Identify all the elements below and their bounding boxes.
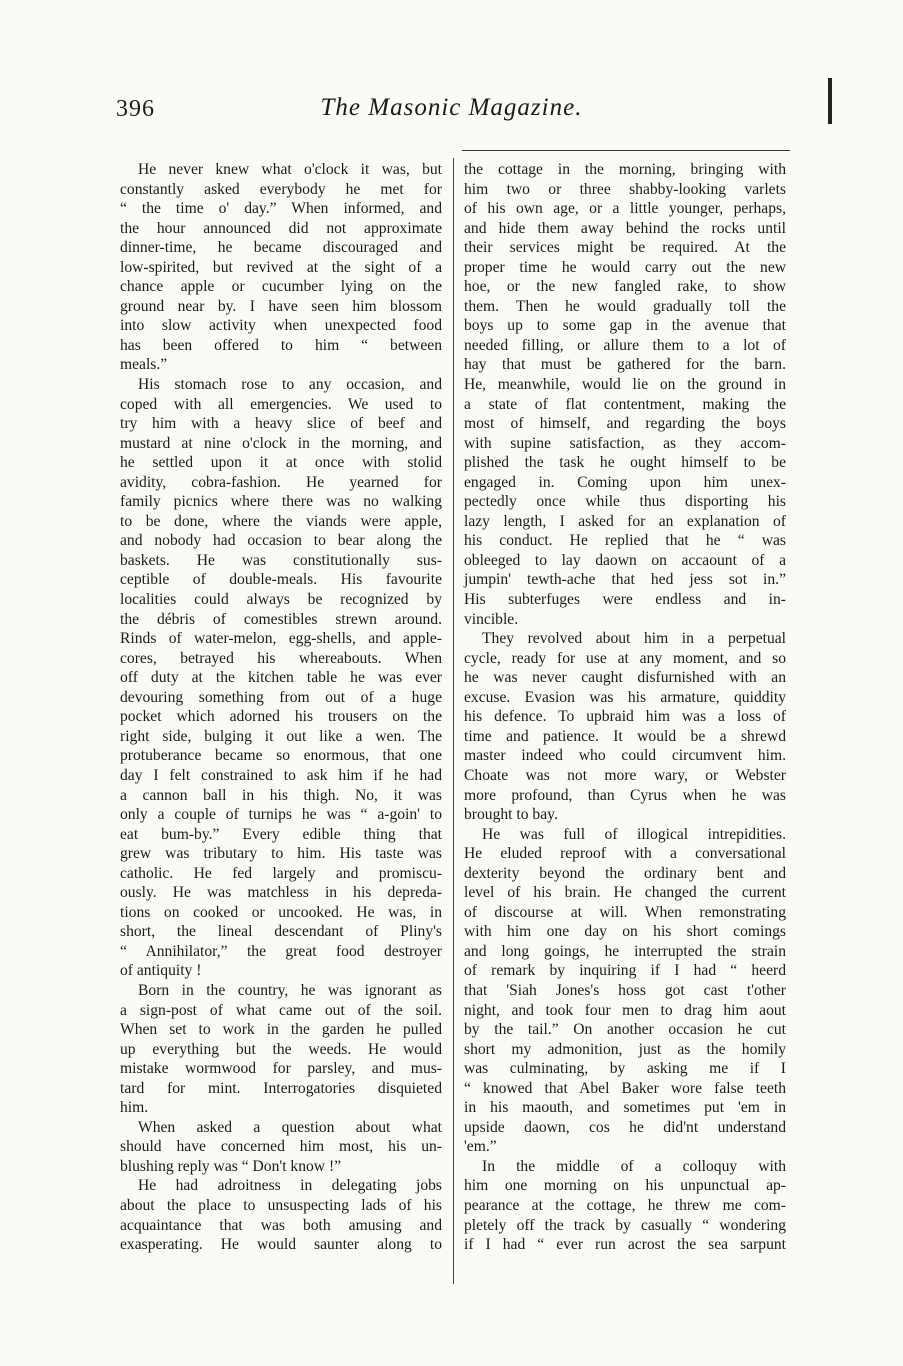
text-line: that 'Siah Jones's hoss got cast t'other: [464, 981, 786, 999]
text-line: a cannon ball in his thigh. No, it was: [120, 786, 442, 804]
text-line: He eluded reproof with a conversational: [464, 845, 786, 863]
text-line: tions on cooked or uncooked. He was, in: [120, 903, 442, 921]
text-line: of remark by inquiring if I had “ heerd: [464, 962, 786, 980]
text-line: by the tail.” On another occasion he cut: [464, 1021, 786, 1039]
text-line: up everything but the weeds. He would: [120, 1040, 442, 1058]
text-line: cores, betrayed his whereabouts. When: [120, 649, 442, 667]
text-line: exasperating. He would saunter along to: [120, 1236, 442, 1254]
text-line: upside daown, cos he did'nt understand: [464, 1118, 786, 1136]
text-line: pocket which adorned his trousers on the: [120, 708, 442, 726]
text-line: more profound, than Cyrus when he was: [464, 786, 786, 804]
text-line: grew was tributary to him. His taste was: [120, 845, 442, 863]
text-line: protuberance became so enormous, that one: [120, 747, 442, 765]
text-line: obleeged to lay daown on accaount of a: [464, 551, 786, 569]
text-line: of discourse at will. When remonstrating: [464, 903, 786, 921]
text-line: off duty at the kitchen table he was ever: [120, 669, 442, 687]
text-line: him two or three shabby-looking varlets: [464, 180, 786, 198]
text-line: into slow activity when unexpected food: [120, 317, 442, 335]
text-line: acquaintance that was both amusing and: [120, 1216, 442, 1234]
text-line: 'em.”: [464, 1138, 497, 1156]
text-line: of antiquity !: [120, 962, 202, 980]
text-line: eat bum-by.” Every edible thing that: [120, 825, 442, 843]
text-line: devouring something from out of a huge: [120, 688, 442, 706]
text-line: he settled upon it at once with stolid: [120, 454, 442, 472]
paragraph: [464, 629, 786, 824]
page-number: 396: [116, 96, 155, 122]
text-line: baskets. He was constitutionally sus-: [120, 551, 442, 569]
text-line: dexterity beyond the ordinary bent and: [464, 864, 786, 882]
header-rule: [462, 150, 790, 151]
text-line: level of his brain. He changed the current: [464, 884, 786, 902]
text-line: “ the time o' day.” When informed, and: [120, 200, 442, 218]
text-line: a sign-post of what came out of the soil.: [120, 1001, 442, 1019]
text-line: his conduct. He replied that he “ was: [464, 532, 786, 550]
text-line: He was full of illogical intrepidities.: [482, 825, 786, 843]
text-line: of his own age, or a little younger, perhaps,: [464, 200, 786, 218]
text-line: right side, bulging it out like a wen. The: [120, 727, 442, 745]
paragraph: [120, 1118, 442, 1177]
text-line: family picnics where there was no walking: [120, 493, 442, 511]
column-divider: [453, 158, 454, 1284]
text-line: him.: [120, 1099, 149, 1117]
paragraph: [120, 375, 442, 981]
text-line: Choate was not more wary, or Webster: [464, 766, 786, 784]
text-line: and hide them away behind the rocks until: [464, 219, 786, 237]
text-line: try him with a heavy slice of beef and: [120, 415, 442, 433]
text-line: low-spirited, but revived at the sight of a: [120, 258, 442, 276]
text-line: if I had “ ever run acrost the sea sarpunt: [464, 1236, 786, 1254]
text-line: to be done, where the viands were apple,: [120, 512, 442, 530]
text-line: their services might be required. At the: [464, 239, 786, 257]
text-line: plished the task he ought himself to be: [464, 454, 786, 472]
text-line: They revolved about him in a perpetual: [482, 630, 786, 648]
paragraph: [464, 1157, 786, 1255]
page-edge-mark: [828, 78, 832, 124]
text-line: the hour announced did not approximate: [120, 219, 442, 237]
text-line: should have concerned him most, his un-: [120, 1138, 442, 1156]
paragraph: [120, 1176, 442, 1254]
text-line: localities could always be recognized by: [120, 591, 442, 609]
text-line: Rinds of water-melon, egg-shells, and apple-: [120, 630, 442, 648]
text-line: Born in the country, he was ignorant as: [138, 981, 442, 999]
text-line: avidity, cobra-fashion. He yearned for: [120, 473, 442, 491]
text-line: coped with all emergencies. We used to: [120, 395, 442, 413]
text-line: excuse. Evasion was his armature, quiddity: [464, 688, 786, 706]
running-title: The Masonic Magazine.: [320, 94, 583, 121]
text-line: pectedly once while thus disporting his: [464, 493, 786, 511]
text-line: His stomach rose to any occasion, and: [138, 376, 442, 394]
text-line: boys up to some gap in the avenue that: [464, 317, 786, 335]
text-line: catholic. He fed largely and promiscu-: [120, 864, 442, 882]
text-line: ceptible of double-meals. His favourite: [120, 571, 442, 589]
text-line: cycle, ready for use at any moment, and so: [464, 649, 786, 667]
paragraph: [120, 981, 442, 1118]
text-line: pletely off the track by casually “ wondering: [464, 1216, 786, 1234]
text-line: ground near by. I have seen him blossom: [120, 297, 442, 315]
text-line: mustard at nine o'clock in the morning, and: [120, 434, 442, 452]
text-line: ously. He was matchless in his depreda-: [120, 884, 442, 902]
text-line: In the middle of a colloquy with: [482, 1157, 786, 1175]
text-line: about the place to unsuspecting lads of his: [120, 1196, 442, 1214]
text-line: him one morning on his unpunctual ap-: [464, 1177, 786, 1195]
text-line: with supine satisfaction, as they accom-: [464, 434, 786, 452]
text-line: in his maouth, and sometimes put 'em in: [464, 1099, 786, 1117]
text-line: pearance at the cottage, he threw me com-: [464, 1196, 786, 1214]
text-line: with him one day on his short comings: [464, 923, 786, 941]
text-line: brought to bay.: [464, 806, 558, 824]
text-line: engaged in. Coming upon him unex-: [464, 473, 786, 491]
text-line: time and patience. It would be a shrewd: [464, 727, 786, 745]
text-line: was culminating, by asking me if I: [464, 1060, 786, 1078]
paragraph: [464, 160, 786, 629]
text-line: and long goings, he interrupted the strain: [464, 942, 786, 960]
text-line: meals.”: [120, 356, 168, 374]
text-line: day I felt constrained to ask him if he had: [120, 766, 442, 784]
text-line: mistake wormwood for parsley, and mus-: [120, 1060, 442, 1078]
text-line: most of himself, and regarding the boys: [464, 415, 786, 433]
text-line: the cottage in the morning, bringing with: [464, 161, 786, 178]
text-line: master indeed who could circumvent him.: [464, 747, 786, 765]
paragraph: [464, 825, 786, 1157]
text-line: proper time he would carry out the new: [464, 258, 786, 276]
left-column: [120, 160, 442, 1255]
text-line: them. Then he would gradually toll the: [464, 297, 786, 315]
text-line: short my admonition, just as the homily: [464, 1040, 786, 1058]
text-line: hay that must be gathered for the barn.: [464, 356, 786, 374]
text-line: jumpin' tewth-ache that hed jess sot in.”: [464, 571, 786, 589]
text-line: He, meanwhile, would lie on the ground in: [464, 376, 786, 394]
text-line: only a couple of turnips he was “ a-goin' to: [120, 806, 442, 824]
text-line: blushing reply was “ Don't know !”: [120, 1157, 342, 1175]
text-line: constantly asked everybody he met for: [120, 180, 442, 198]
text-line: the débris of comestibles strewn around.: [120, 610, 442, 628]
paragraph: [120, 160, 442, 375]
text-line: vincible.: [464, 610, 519, 628]
text-line: night, and took four men to drag him aout: [464, 1001, 786, 1019]
text-line: lazy length, I asked for an explanation of: [464, 512, 786, 530]
text-line: chance apple or cucumber lying on the: [120, 278, 442, 296]
text-line: He never knew what o'clock it was, but: [138, 161, 442, 178]
text-line: tard for mint. Interrogatories disquieted: [120, 1079, 442, 1097]
text-line: When asked a question about what: [138, 1118, 442, 1136]
text-line: a state of flat contentment, making the: [464, 395, 786, 413]
text-line: has been offered to him “ between: [120, 336, 442, 354]
text-line: When set to work in the garden he pulled: [120, 1021, 442, 1039]
text-line: he was never caught disfurnished with an: [464, 669, 786, 687]
text-line: his defence. To upbraid him was a loss of: [464, 708, 786, 726]
text-line: dinner-time, he became discouraged and: [120, 239, 442, 257]
right-column: [464, 160, 786, 1255]
text-line: His subterfuges were endless and in-: [464, 591, 786, 609]
text-line: and nobody had occasion to bear along the: [120, 532, 442, 550]
text-line: “ knowed that Abel Baker wore false teeth: [464, 1079, 786, 1097]
text-line: needed filling, or allure them to a lot of: [464, 336, 786, 354]
text-line: He had adroitness in delegating jobs: [138, 1177, 442, 1195]
text-line: hoe, or the new fangled rake, to show: [464, 278, 786, 296]
text-line: short, the lineal descendant of Pliny's: [120, 923, 442, 941]
text-line: “ Annihilator,” the great food destroyer: [120, 942, 442, 960]
